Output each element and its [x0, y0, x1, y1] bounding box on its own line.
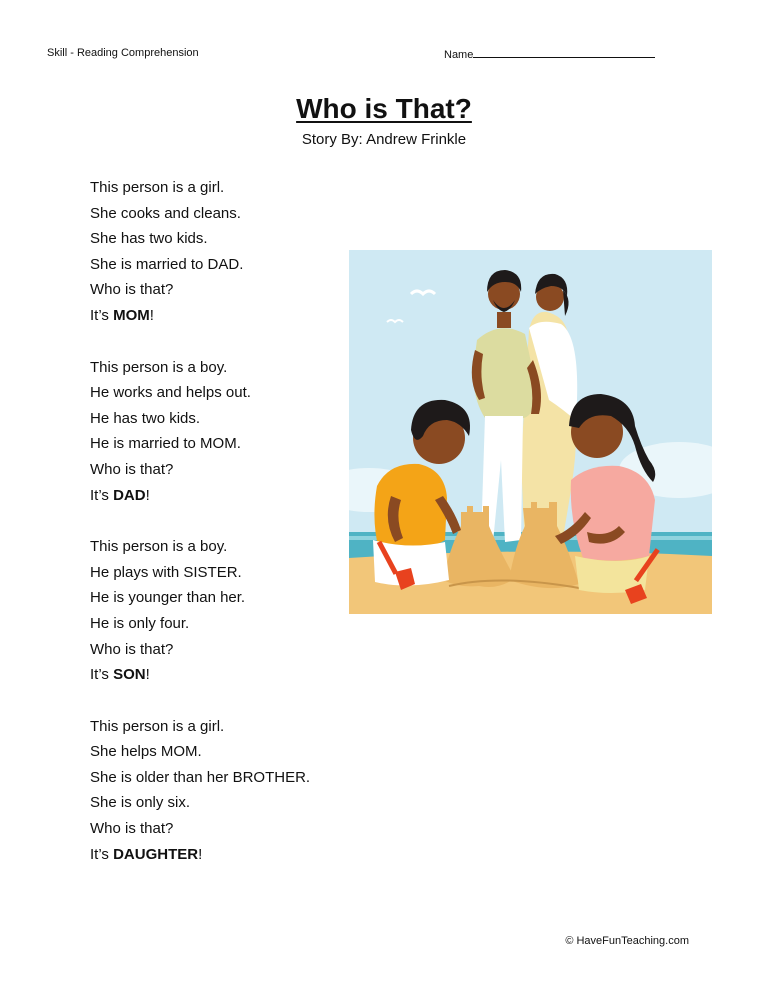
stanza-mom [90, 175, 350, 329]
name-blank-line[interactable] [473, 46, 655, 58]
skill-label: Skill - Reading Comprehension [47, 47, 199, 59]
answer-word: SON [113, 666, 146, 684]
family-beach-illustration [349, 250, 712, 614]
story-line: Who is that? [90, 460, 174, 478]
story-line: He is younger than her. [90, 589, 246, 607]
answer-line: It’s SON! [90, 666, 150, 684]
answer-line: It’s DAD! [90, 486, 150, 504]
story-line: This person is a boy. [90, 358, 228, 376]
story-line: This person is a boy. [90, 538, 228, 556]
story-line: He is married to MOM. [90, 435, 241, 453]
copyright-footer: © HaveFunTeaching.com [565, 935, 689, 947]
name-field[interactable] [444, 46, 655, 62]
story-line: He has two kids. [90, 409, 201, 427]
answer-line: It’s DAUGHTER! [90, 845, 203, 863]
story-byline: Story By: Andrew Frinkle [301, 131, 467, 148]
stanza-daughter [90, 714, 350, 868]
story-line: She cooks and cleans. [90, 204, 241, 222]
answer-word: DAUGHTER [113, 845, 199, 863]
story-text [90, 175, 350, 893]
story-line: He is only four. [90, 614, 190, 632]
stanza-son [90, 534, 350, 688]
story-line: She helps MOM. [90, 743, 202, 761]
page-title: Who is That? [296, 93, 472, 124]
story-line: Who is that? [90, 640, 174, 658]
story-line: She is only six. [90, 794, 191, 812]
story-line: She is married to DAD. [90, 255, 244, 273]
story-line: She has two kids. [90, 230, 208, 248]
story-line: Who is that? [90, 281, 174, 299]
story-line: He plays with SISTER. [90, 563, 242, 581]
story-line: Who is that? [90, 820, 174, 838]
story-line: This person is a girl. [90, 179, 225, 196]
answer-word: MOM [113, 306, 150, 324]
story-line: This person is a girl. [90, 717, 225, 735]
answer-line: It’s MOM! [90, 306, 154, 324]
name-label: Name [444, 49, 474, 61]
story-line: He works and helps out. [90, 384, 251, 402]
stanza-dad [90, 355, 350, 509]
answer-word: DAD [113, 486, 146, 504]
story-line: She is older than her BROTHER. [90, 768, 311, 786]
